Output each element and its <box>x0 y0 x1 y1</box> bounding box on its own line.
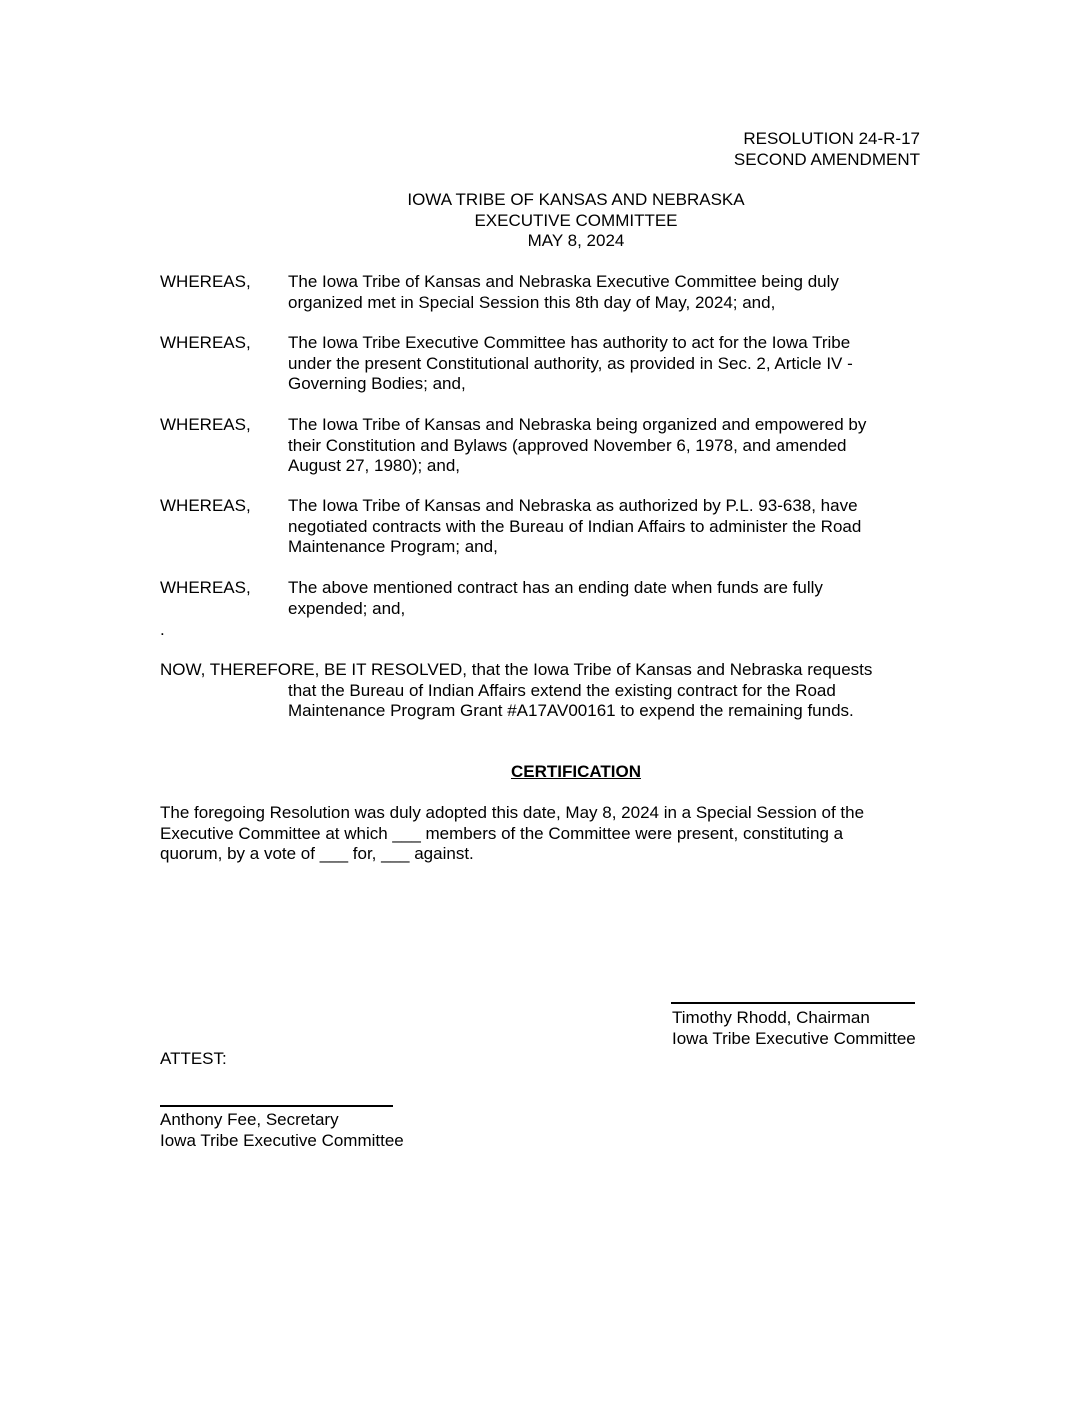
certification-text <box>160 803 920 865</box>
chairman-org: Iowa Tribe Executive Committee <box>672 1028 916 1048</box>
secretary-signature-line <box>160 1105 393 1107</box>
title-line-committee: EXECUTIVE COMMITTEE <box>474 210 678 230</box>
whereas-line: Governing Bodies; and, <box>288 374 466 393</box>
whereas-line: organized met in Special Session this 8th day of May, 2024; and, <box>288 292 776 312</box>
certification-line: Executive Committee at which ___ members of the Committee were present, constituting a <box>160 823 844 843</box>
chairman-name: Timothy Rhodd, Chairman <box>672 1008 870 1027</box>
whereas-label: WHEREAS, <box>160 496 251 515</box>
certification-heading: CERTIFICATION <box>510 762 641 781</box>
whereas-line: August 27, 1980); and, <box>288 456 461 475</box>
whereas-line: expended; and, <box>288 598 406 618</box>
resolved-clause <box>160 660 920 722</box>
resolved-first-line: NOW, THEREFORE, BE IT RESOLVED, that the Iowa Tribe of Kansas and Nebraska requests <box>160 660 873 679</box>
whereas-line: negotiated contracts with the Bureau of Indian Affairs to administer the Road <box>288 516 862 536</box>
whereas-line: The Iowa Tribe of Kansas and Nebraska being organized and empowered by <box>288 415 867 434</box>
stray-period: . <box>160 620 165 639</box>
certification-line: quorum, by a vote of ___ for, ___ against. <box>160 844 474 863</box>
resolution-amendment: SECOND AMENDMENT <box>733 149 920 169</box>
resolved-line: Maintenance Program Grant #A17AV00161 to expend the remaining funds. <box>288 701 854 720</box>
attest-label: ATTEST: <box>160 1049 227 1068</box>
document-title <box>0 190 1088 252</box>
certification-line: The foregoing Resolution was duly adopted this date, May 8, 2024 in a Special Session of the <box>160 803 865 822</box>
resolved-line: that the Bureau of Indian Affairs extend the existing contract for the Road <box>288 680 836 700</box>
whereas-label: WHEREAS, <box>160 415 251 434</box>
whereas-line: The Iowa Tribe of Kansas and Nebraska Executive Committee being duly <box>288 272 839 291</box>
whereas-text <box>288 578 908 619</box>
whereas-line: their Constitution and Bylaws (approved November 6, 1978, and amended <box>288 435 847 455</box>
resolved-continuation <box>160 681 920 722</box>
title-line-tribe: IOWA TRIBE OF KANSAS AND NEBRASKA <box>407 190 745 209</box>
title-line-date: MAY 8, 2024 <box>527 231 625 250</box>
secretary-name: Anthony Fee, Secretary <box>160 1110 339 1129</box>
whereas-text <box>288 496 908 558</box>
resolution-number: RESOLUTION 24-R-17 <box>743 129 920 148</box>
whereas-line: Maintenance Program; and, <box>288 537 498 556</box>
whereas-line: The Iowa Tribe Executive Committee has authority to act for the Iowa Tribe <box>288 333 851 352</box>
chairman-signature-block <box>672 1008 916 1049</box>
resolution-header <box>734 129 920 170</box>
whereas-line: The above mentioned contract has an ending date when funds are fully <box>288 578 823 597</box>
whereas-text <box>288 415 908 477</box>
whereas-text <box>288 333 908 395</box>
whereas-line: under the present Constitutional authority, as provided in Sec. 2, Article IV - <box>288 353 853 373</box>
chairman-signature-line <box>671 1002 915 1004</box>
whereas-line: The Iowa Tribe of Kansas and Nebraska as authorized by P.L. 93-638, have <box>288 496 858 515</box>
secretary-org: Iowa Tribe Executive Committee <box>160 1130 404 1150</box>
whereas-label: WHEREAS, <box>160 333 251 352</box>
whereas-text <box>288 272 908 313</box>
whereas-label: WHEREAS, <box>160 578 251 597</box>
secretary-signature-block <box>160 1110 404 1151</box>
whereas-label: WHEREAS, <box>160 272 251 291</box>
